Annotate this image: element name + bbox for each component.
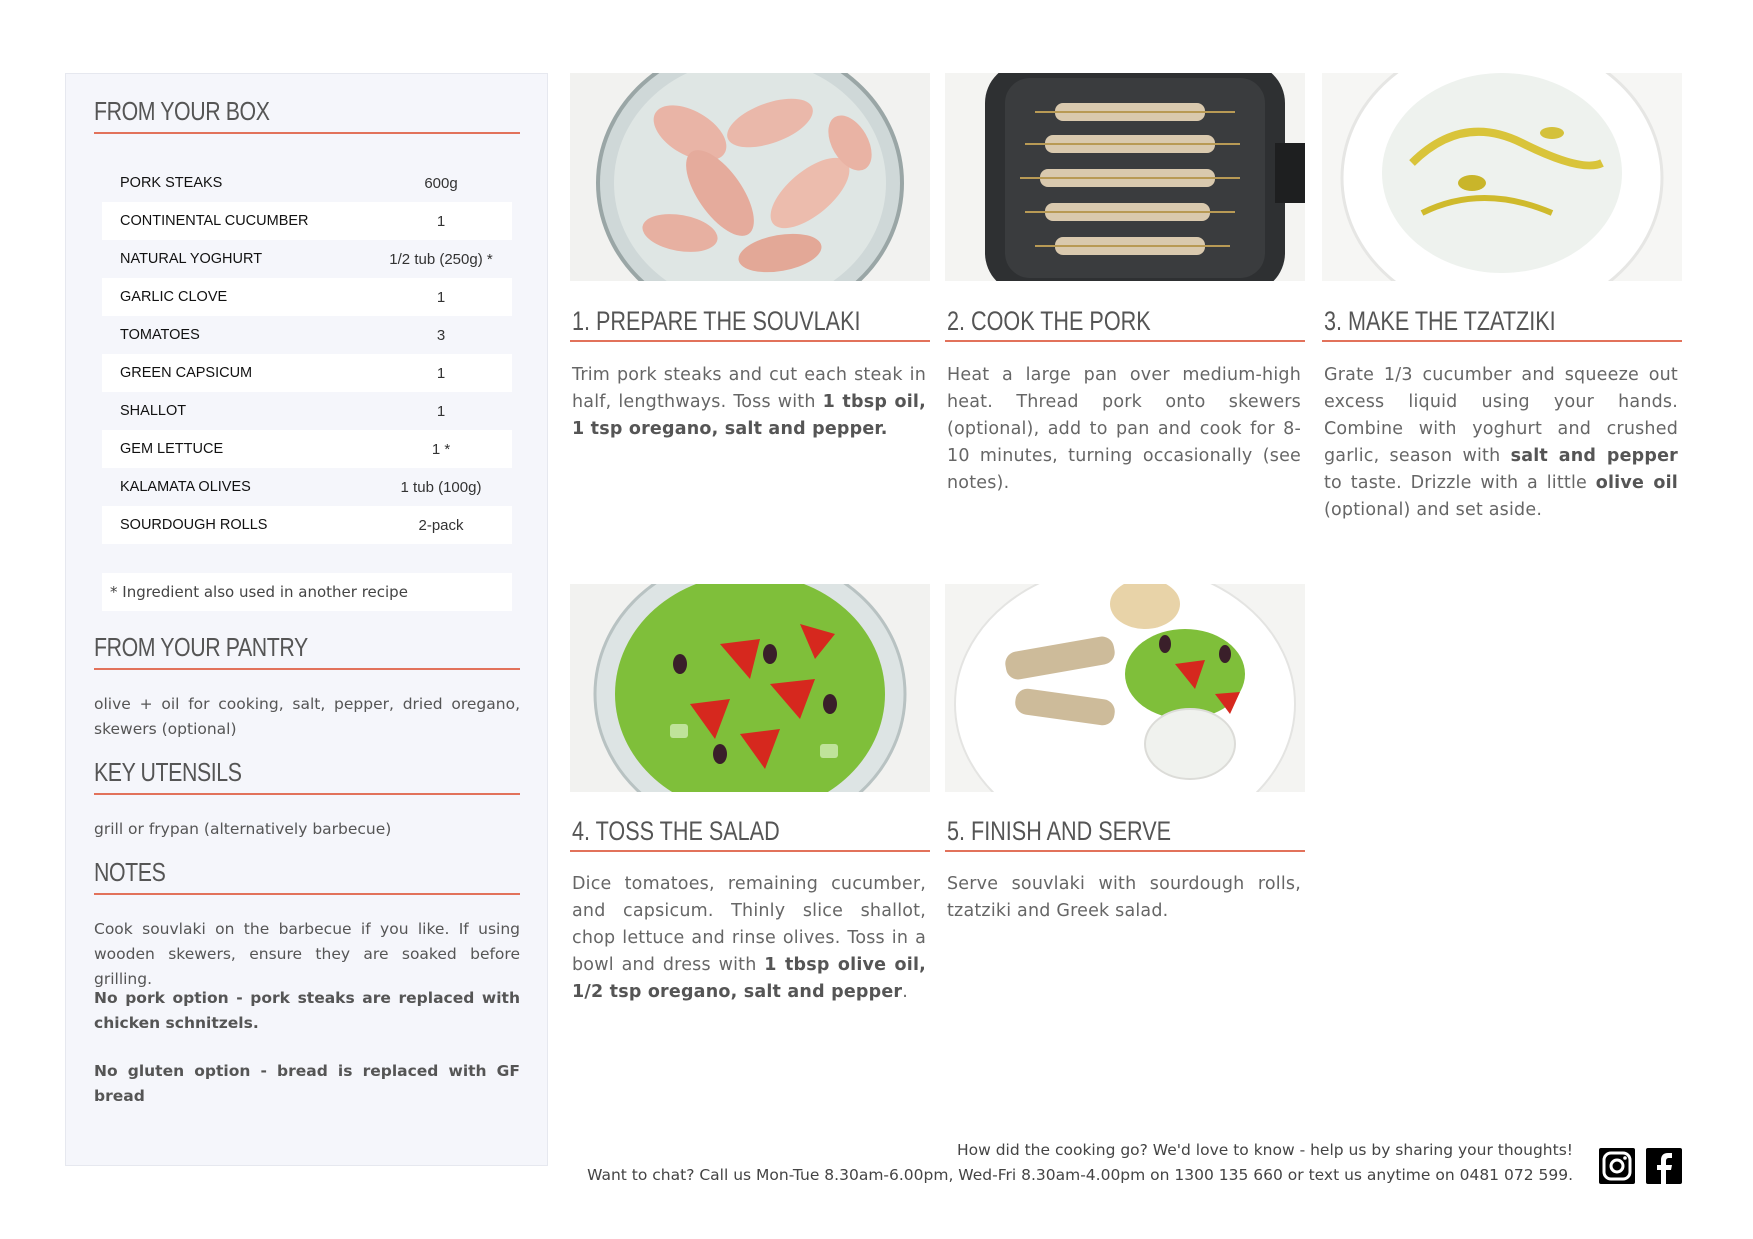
step-5-text: Serve souvlaki with sourdough rolls, tzatziki and Greek salad. [947, 874, 1301, 921]
ingredient-row [102, 354, 512, 392]
from-your-box-title: FROM YOUR BOX [94, 96, 270, 126]
step-4-text: Dice tomatoes, remaining cucumber, and capsicum. Thinly slice shallot, chop lettuce and rinse olives. Toss in a bowl and dress with 1 tbsp olive oil, 1/2 tsp oregano, salt and pepper. [572, 874, 927, 1002]
divider [570, 850, 930, 852]
ingredient-name: GREEN CAPSICUM [120, 365, 253, 381]
ingredient-row [102, 468, 512, 506]
ingredient-name: PORK STEAKS [120, 175, 223, 191]
ingredient-row [102, 164, 512, 202]
ingredient-name: GEM LETTUCE [120, 441, 224, 457]
footer-contact [587, 1138, 1573, 1188]
ingredient-qty: 1 * [431, 440, 451, 458]
no-pork-option: No pork option - pork steaks are replaced with chicken schnitzels. [94, 989, 520, 1032]
from-your-pantry-title: FROM YOUR PANTRY [94, 632, 308, 662]
ingredient-qty: 1 [436, 288, 446, 306]
ingredient-row [102, 278, 512, 316]
feedback-text: How did the cooking go? We'd love to know - help us by sharing your thoughts! [956, 1141, 1573, 1159]
contact-text: Want to chat? Call us Mon-Tue 8.30am-6.00pm, Wed-Fri 8.30am-4.00pm on 1300 135 660 or text us anytime on 0481 072 599. [587, 1166, 1573, 1184]
ingredient-name: KALAMATA OLIVES [120, 479, 251, 495]
divider [570, 340, 930, 342]
ingredients-table [102, 164, 512, 544]
notes-title: NOTES [94, 857, 166, 887]
ingredient-qty: 1 [436, 364, 446, 382]
no-gluten-option: No gluten option - bread is replaced with GF bread [94, 1062, 520, 1105]
divider [94, 668, 520, 670]
step-3-text: Grate 1/3 cucumber and squeeze out excess liquid using your hands. Combine with yoghurt and crushed garlic, season with salt and pepper to taste. Drizzle with a little olive oil (optional) and set aside. [1324, 365, 1678, 520]
step-5-photo [945, 584, 1305, 792]
step-4-photo [570, 584, 930, 792]
step-3-title: 3. MAKE THE TZATZIKI [1324, 306, 1556, 336]
key-utensils-title: KEY UTENSILS [94, 757, 242, 787]
utensils-text: grill or frypan (alternatively barbecue) [94, 820, 392, 838]
ingredient-qty: 600g [424, 174, 458, 192]
ingredient-qty: 1 [436, 402, 446, 420]
ingredient-row [102, 506, 512, 544]
ingredient-row [102, 392, 512, 430]
ingredient-qty: 1 [436, 212, 446, 230]
ingredient-qty: 1/2 tub (250g) * [389, 250, 493, 268]
notes-text: Cook souvlaki on the barbecue if you like. If using wooden skewers, ensure they are soaked before grilling. [94, 920, 520, 988]
ingredient-name: SOURDOUGH ROLLS [120, 517, 268, 533]
ingredients-sidebar [65, 73, 548, 1166]
divider [1322, 340, 1682, 342]
divider [945, 340, 1305, 342]
divider [94, 132, 520, 134]
step-1-photo [570, 73, 930, 281]
step-2-title: 2. COOK THE PORK [947, 306, 1151, 336]
ingredient-name: TOMATOES [120, 327, 200, 343]
ingredient-row [102, 316, 512, 354]
divider [945, 850, 1305, 852]
ingredient-row [102, 240, 512, 278]
ingredient-name: SHALLOT [120, 403, 187, 419]
instagram-icon[interactable] [1599, 1148, 1635, 1184]
ingredient-qty: 1 tub (100g) [400, 478, 482, 496]
step-3-photo [1322, 73, 1682, 281]
divider [94, 893, 520, 895]
ingredient-name: NATURAL YOGHURT [120, 251, 263, 267]
ingredient-row [102, 430, 512, 468]
step-2-photo [945, 73, 1305, 281]
step-5-title: 5. FINISH AND SERVE [947, 816, 1172, 846]
step-1-text: Trim pork steaks and cut each steak in half, lengthways. Toss with 1 tbsp oil, 1 tsp oregano, salt and pepper. [572, 365, 926, 439]
divider [94, 793, 520, 795]
ingredient-name: CONTINENTAL CUCUMBER [120, 213, 309, 229]
ingredient-qty: 2-pack [418, 516, 464, 534]
step-1-title: 1. PREPARE THE SOUVLAKI [572, 306, 861, 336]
facebook-icon[interactable] [1646, 1148, 1682, 1184]
step-2-text: Heat a large pan over medium-high heat. Thread pork onto skewers (optional), add to pan and cook for 8-10 minutes, turning occasionally (see notes). [947, 365, 1301, 493]
ingredient-name: GARLIC CLOVE [120, 289, 228, 305]
ingredient-qty: 3 [436, 326, 446, 344]
ingredient-row [102, 202, 512, 240]
ingredient-footnote: * Ingredient also used in another recipe [102, 573, 512, 611]
step-4-title: 4. TOSS THE SALAD [572, 816, 780, 846]
pantry-text: olive + oil for cooking, salt, pepper, dried oregano, skewers (optional) [94, 695, 520, 738]
